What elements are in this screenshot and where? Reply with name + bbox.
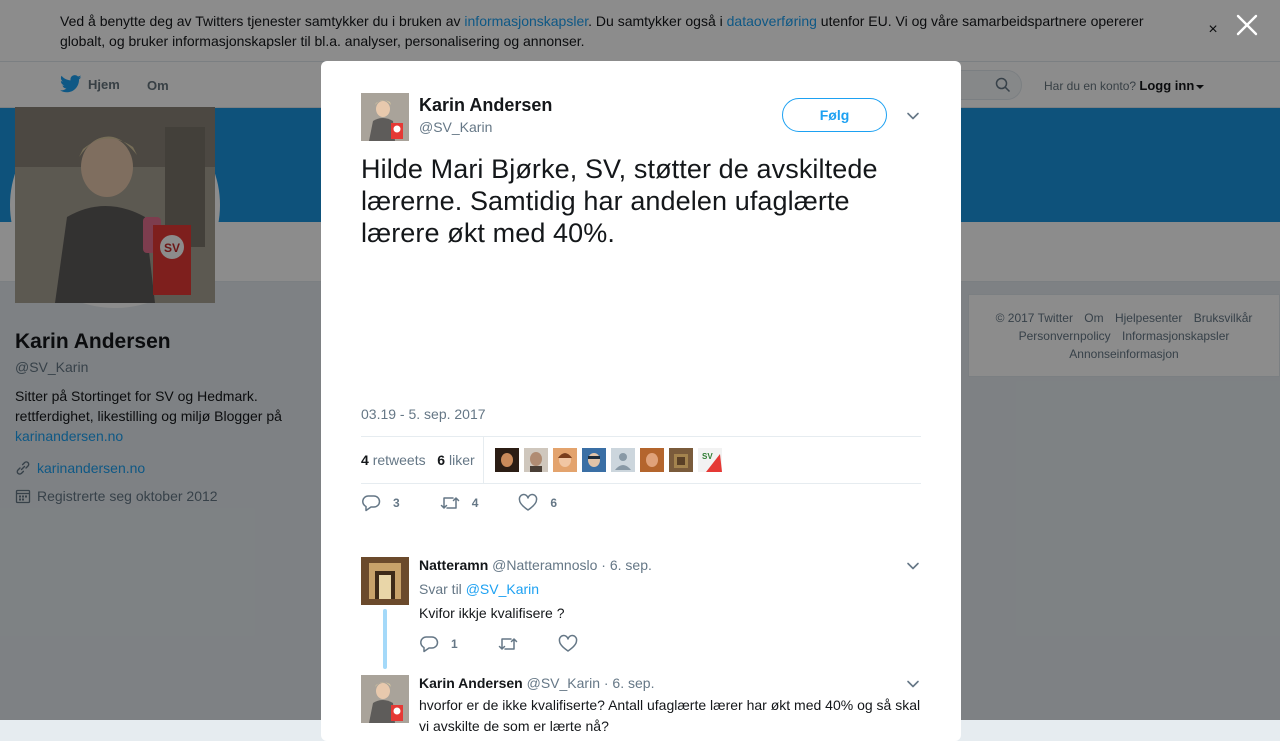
retweet-count[interactable]: 4 bbox=[361, 452, 369, 468]
reply-icon bbox=[361, 494, 381, 512]
avatar-photo bbox=[361, 675, 409, 723]
footer-copyright: © 2017 Twitter bbox=[995, 311, 1073, 325]
reply-date[interactable]: · 6. sep. bbox=[601, 557, 652, 573]
footer-link-terms[interactable]: Bruksvilkår bbox=[1193, 311, 1253, 325]
like-label[interactable]: liker bbox=[448, 452, 475, 468]
reply-count: 1 bbox=[451, 637, 458, 651]
retweet-icon bbox=[440, 494, 460, 512]
cookie-close-icon[interactable]: × bbox=[1208, 21, 1218, 38]
tweet-stats-text bbox=[361, 452, 475, 468]
liker-avatar[interactable] bbox=[582, 448, 606, 472]
thread-connector bbox=[383, 609, 387, 669]
avatar-photo bbox=[361, 557, 409, 605]
liker-avatar[interactable] bbox=[553, 448, 577, 472]
reply-text: hvorfor er de ikke kvalifiserte? Antall ufaglærte lærer har økt med 40% og så skal vi avskilte de som er lærte nå? bbox=[419, 697, 921, 734]
chevron-down-icon[interactable] bbox=[905, 676, 921, 692]
reply-author-avatar[interactable] bbox=[361, 675, 409, 723]
reply-to-label: Svar til bbox=[419, 581, 462, 597]
reply-button[interactable] bbox=[419, 635, 458, 653]
retweet-icon bbox=[498, 635, 518, 653]
footer-link-privacy[interactable]: Personvernpolicy bbox=[1018, 329, 1111, 343]
footer-link-help[interactable]: Hjelpesenter bbox=[1114, 311, 1183, 325]
svg-text:SV: SV bbox=[702, 452, 713, 461]
reply-header bbox=[419, 675, 654, 691]
reply-author-handle[interactable]: @SV_Karin bbox=[526, 675, 600, 691]
liker-avatar[interactable] bbox=[640, 448, 664, 472]
cookies-link[interactable]: informasjonskapsler bbox=[464, 13, 589, 29]
retweet-label[interactable]: retweets bbox=[372, 452, 426, 468]
svg-text:SV: SV bbox=[163, 241, 181, 255]
reply-author-handle[interactable]: @Natteramnoslo bbox=[492, 557, 598, 573]
cookie-text-part: utenfor EU. Vi og våre samarbeidspartnere opererer globalt, og bruker informasjonskapsler til bl.a. analyser, personalisering og annonser. bbox=[60, 13, 1144, 49]
tweet-author-name[interactable]: Karin Andersen bbox=[419, 95, 553, 115]
retweet-button[interactable] bbox=[498, 635, 518, 653]
reply-icon bbox=[419, 635, 439, 653]
follow-button[interactable]: Følg bbox=[782, 98, 887, 132]
reply-actions bbox=[419, 635, 618, 653]
reply-count: 3 bbox=[393, 496, 400, 510]
like-count[interactable]: 6 bbox=[437, 452, 446, 468]
data-transfer-link[interactable]: dataoverføring bbox=[726, 13, 817, 29]
liker-avatar[interactable] bbox=[495, 448, 519, 472]
profile-name[interactable]: Karin Andersen bbox=[15, 330, 171, 353]
profile-bio-text: Sitter på Stortinget for SV og Hedmark. rettferdighet, likestilling og miljø Blogger på bbox=[15, 388, 282, 424]
avatar-photo bbox=[361, 93, 409, 141]
account-prompt: Har du en konto? bbox=[1044, 79, 1137, 93]
heart-icon bbox=[558, 635, 578, 653]
profile-handle[interactable]: @SV_Karin bbox=[15, 359, 89, 375]
profile-bio-link[interactable]: karinandersen.no bbox=[15, 428, 124, 444]
liker-avatar[interactable] bbox=[669, 448, 693, 472]
footer-link-about[interactable]: Om bbox=[1084, 311, 1104, 325]
reply-date[interactable]: · 6. sep. bbox=[603, 675, 655, 691]
like-action-count: 6 bbox=[550, 496, 558, 510]
login-link[interactable]: Logg inn bbox=[1139, 78, 1195, 93]
tweet-actions bbox=[361, 494, 597, 512]
reply-to-line bbox=[419, 581, 539, 597]
retweet-button[interactable] bbox=[440, 494, 479, 512]
reply-text: Kvifor ikkje kvalifisere ? bbox=[419, 605, 565, 621]
tweet-modal bbox=[321, 61, 961, 741]
retweet-action-count: 4 bbox=[471, 496, 479, 510]
like-button[interactable] bbox=[518, 494, 557, 512]
reply-author-name[interactable]: Natteramn bbox=[419, 557, 489, 573]
tweet-author-avatar[interactable] bbox=[361, 93, 409, 141]
profile-joined-text: Registrerte seg oktober 2012 bbox=[37, 488, 218, 504]
profile-website-link[interactable]: karinandersen.no bbox=[37, 460, 146, 476]
chevron-down-icon[interactable] bbox=[905, 558, 921, 574]
reply-header bbox=[419, 557, 652, 573]
tweet-text: Hilde Mari Bjørke, SV, støtter de avskiltede lærerne. Samtidig har andelen ufaglærte lærere økt med 40%. bbox=[361, 154, 878, 248]
reply-item[interactable] bbox=[361, 557, 921, 675]
stats-divider bbox=[483, 437, 484, 483]
reply-to-handle-link[interactable]: @SV_Karin bbox=[465, 581, 540, 597]
reply-author-avatar[interactable] bbox=[361, 557, 409, 605]
liker-avatars bbox=[495, 448, 722, 472]
cookie-text-part: Ved å benytte deg av Twitters tjenester samtykker du i bruken av bbox=[60, 13, 465, 29]
nav-home-label: Hjem bbox=[88, 76, 120, 92]
footer-link-ads[interactable]: Annonseinformasjon bbox=[1069, 347, 1179, 361]
like-button[interactable] bbox=[558, 635, 578, 653]
reply-item[interactable] bbox=[361, 675, 921, 741]
liker-avatar[interactable] bbox=[524, 448, 548, 472]
cookie-text-part: . Du samtykker også i bbox=[588, 13, 727, 29]
liker-avatar[interactable] bbox=[698, 448, 722, 472]
reply-author-name[interactable]: Karin Andersen bbox=[419, 675, 523, 691]
reply-button[interactable] bbox=[361, 494, 400, 512]
tweet-stats bbox=[361, 436, 921, 484]
tweet-author-handle[interactable]: @SV_Karin bbox=[419, 119, 493, 135]
footer-link-cookies[interactable]: Informasjonskapsler bbox=[1122, 329, 1230, 343]
tweet-timestamp[interactable]: 03.19 - 5. sep. 2017 bbox=[361, 406, 486, 422]
heart-icon bbox=[518, 494, 538, 512]
nav-about-link[interactable]: Om bbox=[147, 78, 169, 93]
close-icon[interactable] bbox=[1234, 12, 1260, 38]
liker-avatar[interactable] bbox=[611, 448, 635, 472]
chevron-down-icon[interactable] bbox=[905, 108, 921, 124]
